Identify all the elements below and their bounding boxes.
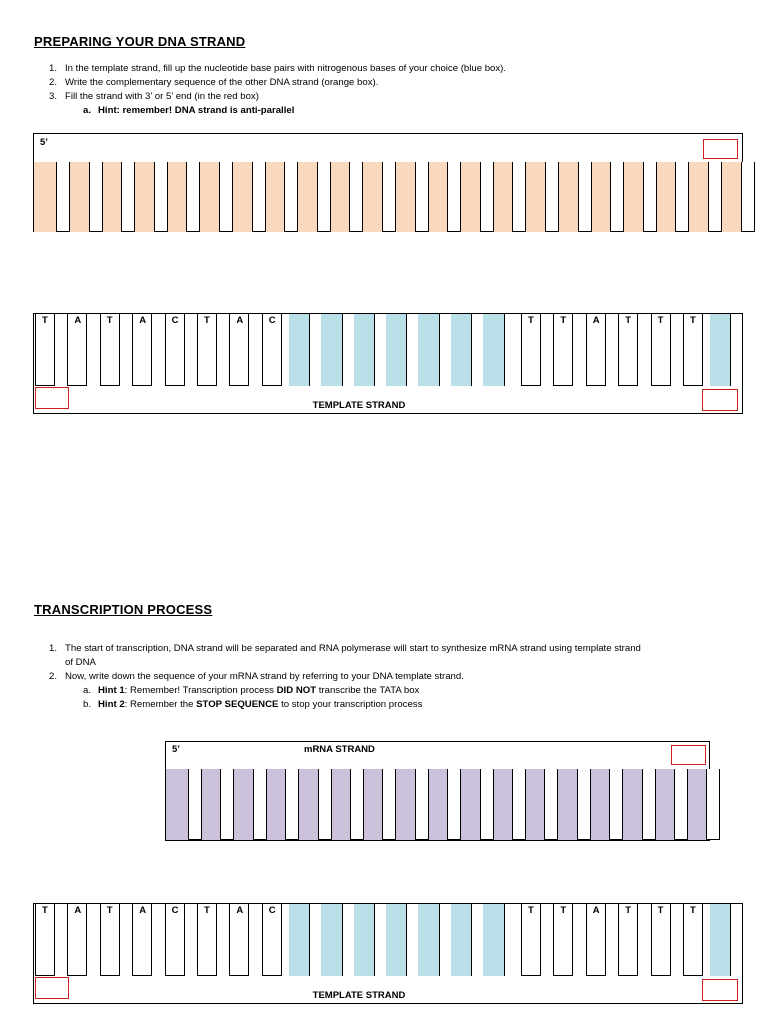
- base-pair-slot[interactable]: [643, 162, 657, 232]
- mrna-base-slot[interactable]: [642, 769, 656, 840]
- mrna-base-slot[interactable]: [512, 769, 526, 840]
- mrna-base-slot[interactable]: [318, 769, 332, 840]
- mrna-base-slot[interactable]: [188, 769, 202, 840]
- template-strand-box: [33, 903, 743, 1004]
- template-base-slot[interactable]: [406, 314, 418, 386]
- template-base-slot: [586, 904, 606, 976]
- base-letter: T: [657, 315, 664, 326]
- template-base-slot: [67, 314, 87, 386]
- template-base-slot: [262, 904, 282, 976]
- template-base-slot: [197, 904, 217, 976]
- template-base-slot[interactable]: [342, 904, 354, 976]
- mrna-base-slot[interactable]: [609, 769, 623, 840]
- section-heading-dna: PREPARING YOUR DNA STRAND: [34, 34, 246, 49]
- base-pair-slot[interactable]: [382, 162, 396, 232]
- base-letter: T: [528, 315, 534, 326]
- template-base-slot[interactable]: [471, 314, 483, 386]
- instructions-list-1: [49, 62, 749, 118]
- template-base-slot: [521, 904, 541, 976]
- base-pair-slot[interactable]: [317, 162, 331, 232]
- base-letter: A: [236, 905, 244, 916]
- base-letter: T: [625, 315, 631, 326]
- base-letter: C: [171, 905, 179, 916]
- base-pair-slot[interactable]: [512, 162, 526, 232]
- base-pair-slot[interactable]: [415, 162, 429, 232]
- template-base-slot: [229, 314, 249, 386]
- template-base-slot: [651, 904, 671, 976]
- base-letter: T: [204, 315, 210, 326]
- template-base-slot: [586, 314, 606, 386]
- base-letter: T: [528, 905, 534, 916]
- base-pair-slot[interactable]: [447, 162, 461, 232]
- template-base-slot[interactable]: [730, 904, 742, 976]
- base-pair-slot[interactable]: [284, 162, 298, 232]
- template-base-slot: [683, 314, 703, 386]
- base-letter: T: [560, 905, 567, 916]
- hint-item: b. Hint 2: Remember the STOP SEQUENCE to stop your transcription process: [83, 699, 423, 710]
- base-letter: T: [560, 315, 567, 326]
- mrna-strand-box: [165, 741, 710, 841]
- mrna-base-slot[interactable]: [220, 769, 234, 840]
- base-letter: C: [268, 315, 276, 326]
- base-letter: C: [268, 905, 276, 916]
- base-pair-slot[interactable]: [56, 162, 70, 232]
- template-base-slot: [651, 314, 671, 386]
- template-base-slot[interactable]: [309, 314, 321, 386]
- base-letter: A: [74, 315, 82, 326]
- instruction-item: 2. Write the complementary sequence of the other DNA strand (orange box).: [49, 77, 379, 88]
- mrna-base-slot[interactable]: [544, 769, 558, 840]
- template-base-slot: [197, 314, 217, 386]
- template-base-slot: [165, 314, 185, 386]
- template-base-slot[interactable]: [439, 904, 451, 976]
- mrna-strand-label: mRNA STRAND: [304, 744, 375, 755]
- base-letter: A: [139, 905, 147, 916]
- template-base-slot: [521, 314, 541, 386]
- template-base-slot: [35, 314, 55, 386]
- template-base-slot: [100, 904, 120, 976]
- hint-item: a. Hint 1: Remember! Transcription process DID NOT transcribe the TATA box: [83, 685, 420, 696]
- mrna-end-label: 5’: [172, 744, 180, 755]
- mrna-base-slot[interactable]: [285, 769, 299, 840]
- template-strand-box: [33, 313, 743, 414]
- template-base-slot[interactable]: [342, 314, 354, 386]
- template-base-slot: [618, 314, 638, 386]
- template-base-slot: [35, 904, 55, 976]
- template-base-slot[interactable]: [374, 314, 386, 386]
- end-answer-box[interactable]: [703, 139, 738, 159]
- base-pair-slot[interactable]: [252, 162, 266, 232]
- mrna-base-slot[interactable]: [350, 769, 364, 840]
- mrna-base-slot[interactable]: [253, 769, 267, 840]
- section-heading-transcription: TRANSCRIPTION PROCESS: [34, 602, 213, 617]
- mrna-base-slot[interactable]: [577, 769, 591, 840]
- template-base-slot[interactable]: [471, 904, 483, 976]
- instruction-item: of DNA: [65, 657, 96, 668]
- template-blue-region: [710, 314, 732, 386]
- template-strand-label: TEMPLATE STRAND: [312, 400, 406, 411]
- template-base-slot[interactable]: [504, 904, 516, 976]
- mrna-band: [166, 769, 709, 840]
- base-letter: C: [171, 315, 179, 326]
- template-base-slot[interactable]: [504, 314, 516, 386]
- base-letter: T: [204, 905, 210, 916]
- base-letter: A: [139, 315, 147, 326]
- instruction-item: 3. Fill the strand with 3’ or 5’ end (in the red box): [49, 91, 259, 102]
- template-base-slot: [229, 904, 249, 976]
- instruction-item: 1. The start of transcription, DNA strand will be separated and RNA polymerase will start to synthesize mRNA strand using template strand: [49, 643, 641, 654]
- end-answer-box[interactable]: [702, 979, 738, 1001]
- template-base-slot: [618, 904, 638, 976]
- strand-end-label: 5’: [40, 137, 48, 148]
- instruction-item: 1. In the template strand, fill up the nucleotide base pairs with nitrogenous bases of your choice (blue box).: [49, 63, 507, 74]
- base-pair-slot[interactable]: [121, 162, 135, 232]
- template-base-slot[interactable]: [374, 904, 386, 976]
- hint-item: a. Hint: remember! DNA strand is anti-parallel: [83, 105, 295, 116]
- template-base-slot[interactable]: [439, 314, 451, 386]
- base-pair-slot[interactable]: [480, 162, 494, 232]
- base-pair-slot[interactable]: [675, 162, 689, 232]
- template-base-slot: [683, 904, 703, 976]
- instructions-list-2: [49, 642, 739, 712]
- template-base-slot: [553, 904, 573, 976]
- base-letter: A: [74, 905, 82, 916]
- base-pair-slot[interactable]: [89, 162, 103, 232]
- template-base-slot: [132, 314, 152, 386]
- template-base-slot: [100, 314, 120, 386]
- base-letter: T: [657, 905, 664, 916]
- end-answer-box[interactable]: [702, 389, 738, 411]
- base-letter: T: [690, 905, 696, 916]
- complementary-strand-box: [33, 133, 743, 232]
- mrna-base-slot[interactable]: [415, 769, 429, 840]
- mrna-base-slot[interactable]: [447, 769, 461, 840]
- template-base-slot[interactable]: [730, 314, 742, 386]
- base-letter: T: [42, 905, 48, 916]
- base-letter: T: [106, 315, 113, 326]
- base-pair-slot[interactable]: [741, 162, 755, 232]
- base-letter: T: [625, 905, 631, 916]
- base-pair-slot[interactable]: [154, 162, 168, 232]
- mrna-base-slot[interactable]: [674, 769, 688, 840]
- template-base-slot: [553, 314, 573, 386]
- template-base-slot[interactable]: [309, 904, 321, 976]
- base-pair-slot[interactable]: [708, 162, 722, 232]
- base-pair-slot[interactable]: [219, 162, 233, 232]
- template-base-slot: [262, 314, 282, 386]
- base-letter: T: [106, 905, 113, 916]
- base-letter: A: [236, 315, 244, 326]
- base-pair-slot[interactable]: [186, 162, 200, 232]
- mrna-base-slot[interactable]: [480, 769, 494, 840]
- template-blue-region: [710, 904, 732, 976]
- base-letter: T: [690, 315, 696, 326]
- template-base-slot: [67, 904, 87, 976]
- base-letter: T: [42, 315, 48, 326]
- base-pair-slot[interactable]: [578, 162, 592, 232]
- base-pair-slot[interactable]: [610, 162, 624, 232]
- end-answer-box[interactable]: [671, 745, 706, 765]
- instruction-item: 2. Now, write down the sequence of your mRNA strand by referring to your DNA template strand.: [49, 671, 464, 682]
- base-pair-slot[interactable]: [545, 162, 559, 232]
- base-letter: A: [592, 905, 600, 916]
- template-base-slot: [132, 904, 152, 976]
- base-letter: A: [592, 315, 600, 326]
- template-base-slot: [165, 904, 185, 976]
- template-base-slot[interactable]: [406, 904, 418, 976]
- mrna-base-slot[interactable]: [382, 769, 396, 840]
- template-strand-label: TEMPLATE STRAND: [312, 990, 406, 1001]
- mrna-base-slot[interactable]: [706, 769, 720, 840]
- base-pair-slot[interactable]: [349, 162, 363, 232]
